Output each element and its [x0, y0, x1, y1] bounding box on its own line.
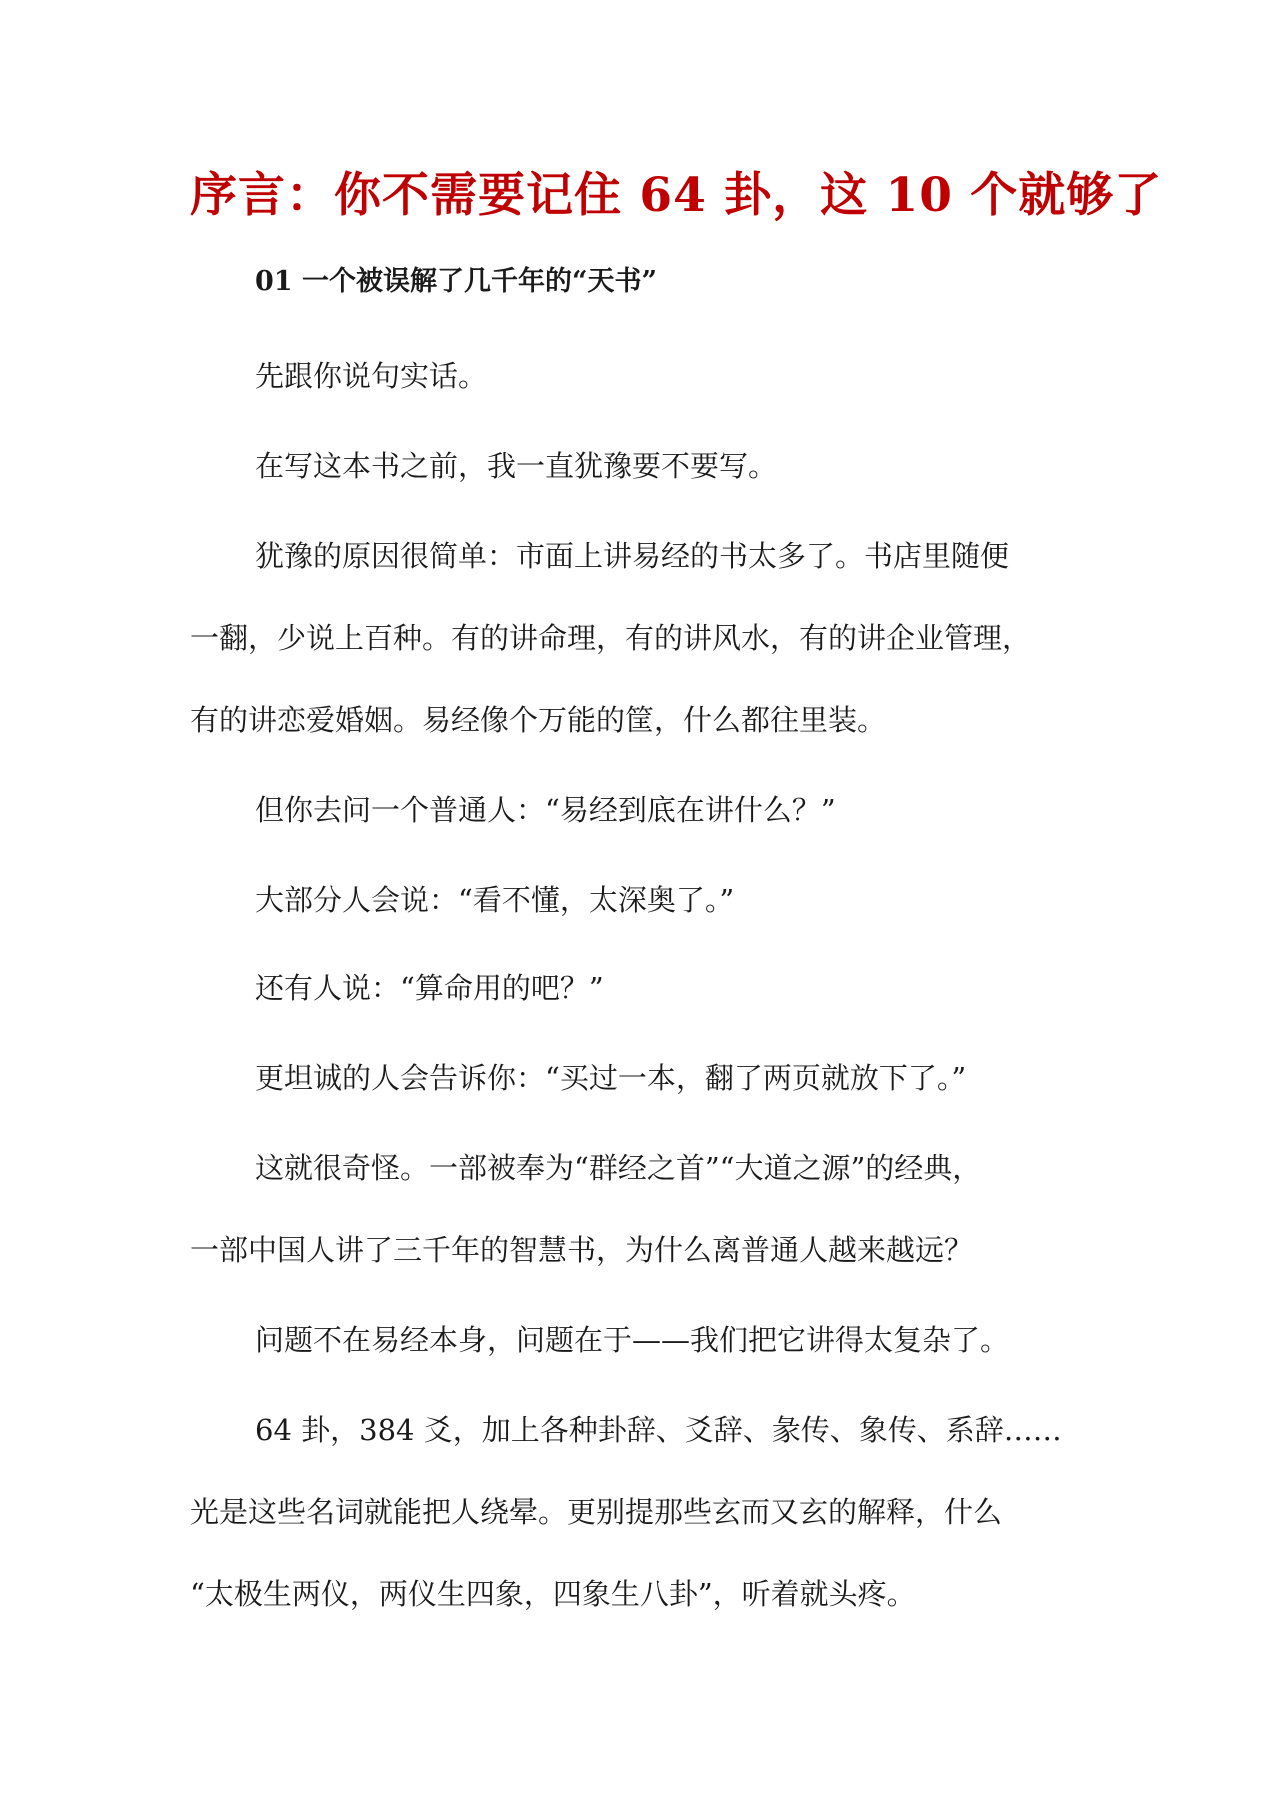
section-heading: 01 一个被误解了几千年的“天书”	[255, 266, 658, 297]
paragraph-line: 大部分人会说：“看不懂，太深奥了。”	[255, 883, 735, 917]
paragraph-line: 更坦诚的人会告诉你：“买过一本，翻了两页就放下了。”	[255, 1061, 967, 1095]
paragraph-line: 一部中国人讲了三千年的智慧书，为什么离普通人越来越远？	[190, 1233, 974, 1267]
paragraph-line: “太极生两仪，两仪生四象，四象生八卦”，听着就头疼。	[190, 1577, 916, 1611]
paragraph-line: 还有人说：“算命用的吧？”	[255, 971, 604, 1005]
paragraph-line: 这就很奇怪。一部被奉为“群经之首”“大道之源”的经典，	[255, 1151, 982, 1185]
paragraph-line: 一翻，少说上百种。有的讲命理，有的讲风水，有的讲企业管理，	[190, 621, 1032, 655]
paragraph-line: 问题不在易经本身，问题在于——我们把它讲得太复杂了。	[255, 1323, 1010, 1357]
paragraph-line: 犹豫的原因很简单：市面上讲易经的书太多了。书店里随便	[255, 539, 1010, 573]
paragraph-line: 先跟你说句实话。	[255, 359, 488, 393]
paragraph-line: 有的讲恋爱婚姻。易经像个万能的筐，什么都往里装。	[190, 703, 887, 737]
paragraph-line: 在写这本书之前，我一直犹豫要不要写。	[255, 449, 778, 483]
paragraph-line: 64 卦，384 爻，加上各种卦辞、爻辞、彖传、象传、系辞……	[255, 1413, 1062, 1447]
page-title: 序言：你不需要记住 64 卦，这 10 个就够了	[190, 168, 1163, 223]
paragraph-line: 光是这些名词就能把人绕晕。更别提那些玄而又玄的解释，什么	[190, 1495, 1003, 1529]
paragraph-line: 但你去问一个普通人：“易经到底在讲什么？”	[255, 793, 836, 827]
